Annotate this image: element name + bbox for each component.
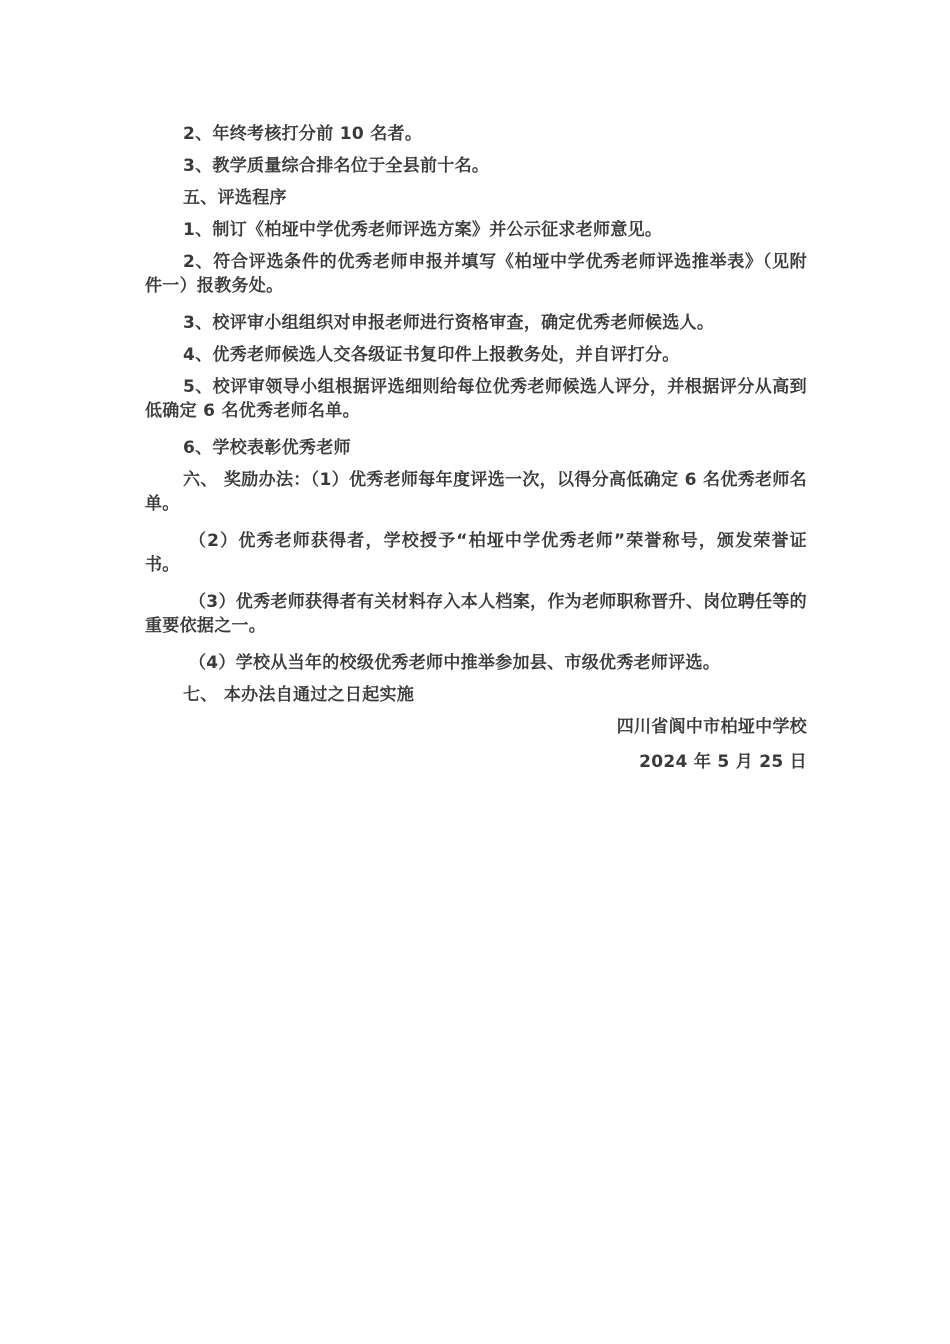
paragraph-procedure-6: 6、学校表彰优秀老师: [183, 438, 351, 458]
paragraph-reward-4: （4）学校从当年的校级优秀老师中推举参加县、市级优秀老师评选。: [189, 653, 721, 673]
paragraph-reward-3: （3）优秀老师获得者有关材料存入本人档案，作为老师职称晋升、岗位聘任等的重要依据之一。: [145, 592, 807, 636]
paragraph-procedure-4: 4、优秀老师候选人交各级证书复印件上报教务处，并自评打分。: [183, 345, 680, 365]
paragraph-criterion-3: 3、教学质量综合排名位于全县前十名。: [183, 156, 490, 176]
paragraph-reward-2: （2）优秀老师获得者，学校授予“柏垭中学优秀老师”荣誉称号，颁发荣誉证书。: [145, 531, 807, 575]
section-heading-rewards: 六、 奖励办法：（1）优秀老师每年度评选一次，以得分高低确定 6 名优秀老师名单。: [145, 470, 807, 514]
paragraph-criterion-2: 2、年终考核打分前 10 名者。: [183, 124, 423, 144]
signature-date: 2024 年 5 月 25 日: [639, 752, 807, 772]
paragraph-procedure-1: 1、制订《柏垭中学优秀老师评选方案》并公示征求老师意见。: [183, 220, 663, 240]
section-heading-effective: 七、 本办法自通过之日起实施: [183, 685, 415, 705]
paragraph-procedure-5: 5、校评审领导小组根据评选细则给每位优秀老师候选人评分，并根据评分从高到低确定 6 名优秀老师名单。: [145, 377, 807, 421]
paragraph-procedure-3: 3、校评审小组组织对申报老师进行资格审查，确定优秀老师候选人。: [183, 313, 715, 333]
signature-organization: 四川省阆中市柏垭中学校: [616, 717, 807, 737]
document-body: [145, 122, 807, 785]
section-heading-procedure: 五、评选程序: [183, 188, 287, 208]
paragraph-procedure-2: 2、符合评选条件的优秀老师申报并填写《柏垭中学优秀老师评选推举表》（见附件一）报教务处。: [145, 252, 807, 296]
